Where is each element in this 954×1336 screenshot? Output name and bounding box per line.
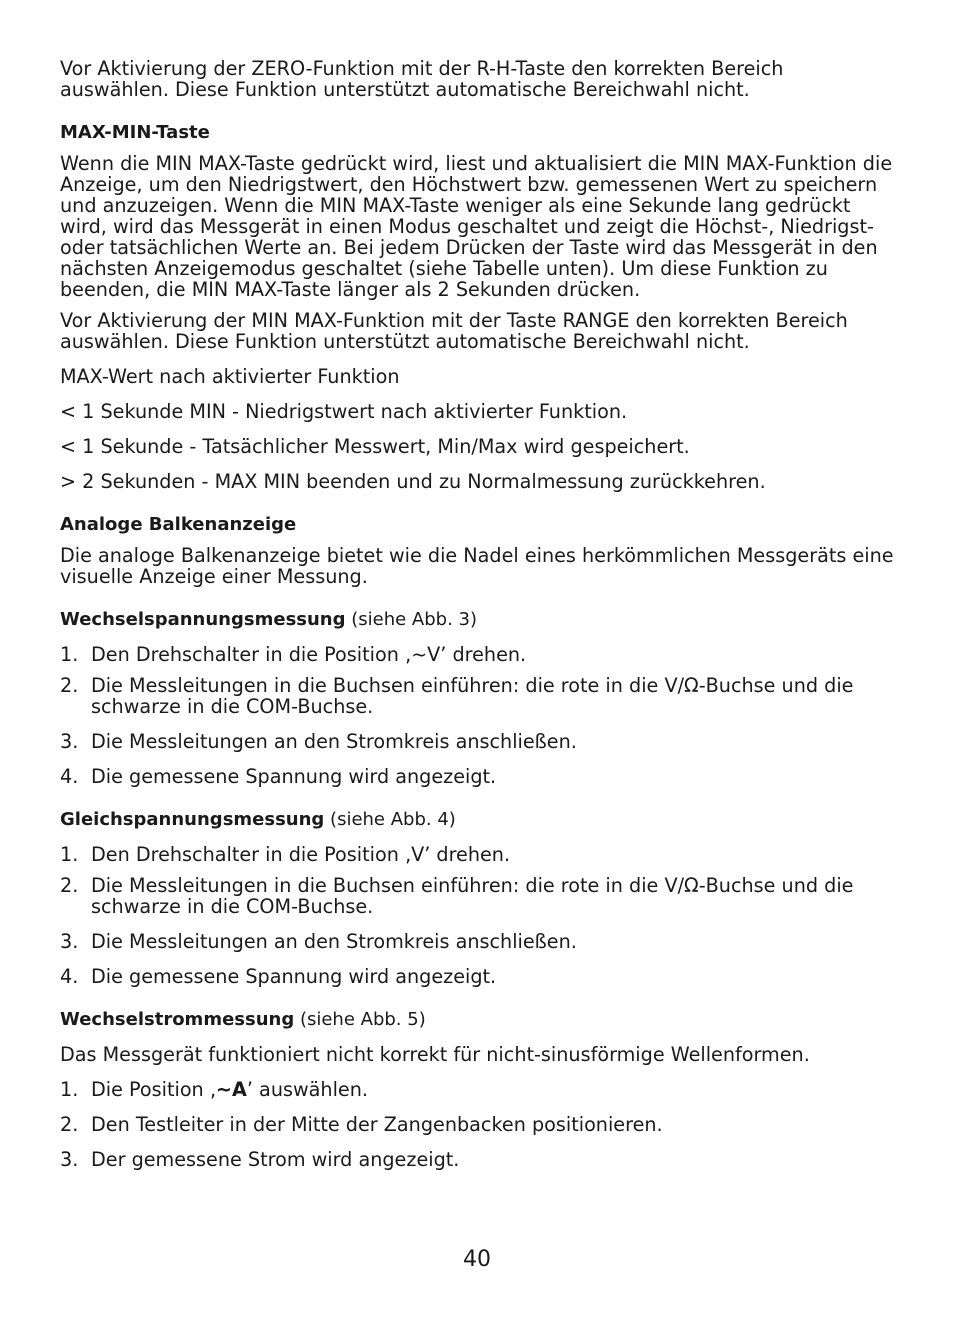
list-item [60,875,896,917]
maxmin-heading: MAX-MIN-Taste [60,122,210,143]
list-item [60,966,896,987]
step-number: 1. [60,643,79,666]
ac-current-heading [60,1009,896,1030]
list-item [60,1114,896,1135]
step-text-bold: ~A [215,1078,247,1101]
step-number: 2. [60,1113,79,1136]
step-number: 3. [60,730,79,753]
ac-current-ref: (siehe Abb. 5) [294,1009,426,1030]
maxmin-line-1: MAX-Wert nach aktivierter Funktion [60,365,400,388]
maxmin-paragraph-1: Wenn die MIN MAX-Taste gedrückt wird, liest und aktualisiert die MIN MAX-Funktion die Anzeige, um den Niedrigstwert, den Höchstwert bzw. gemessenen Wert zu speichern und anzuzeigen. Wenn die MIN MAX-Taste weniger als eine Sekunde lang gedrückt wird, wird das Messgerät in einen Modus geschaltet und zeigt die Höchst-, Niedrigst- oder tatsächlichen Werte an. Bei jedem Drücken der Taste wird das Messgerät in den nächsten Anzeigemodus geschaltet (siehe Tabelle unten). Um diese Funktion zu beenden, die MIN MAX-Taste länger als 2 Sekunden drücken. [60,152,893,301]
list-item [60,1079,896,1100]
dc-voltage-steps [60,844,896,987]
step-text: Der gemessene Strom wird angezeigt. [91,1148,460,1171]
step-text: Die gemessene Spannung wird angezeigt. [91,765,497,788]
ac-voltage-title: Wechselspannungsmessung [60,609,346,630]
list-item [60,644,896,665]
bar-graph-paragraph: Die analoge Balkenanzeige bietet wie die Nadel eines herkömmlichen Messgeräts eine visuelle Anzeige einer Messung. [60,544,894,588]
step-text: Die Messleitungen an den Stromkreis anschließen. [91,930,577,953]
step-text: Den Drehschalter in die Position ‚V’ drehen. [91,843,511,866]
step-text: Den Drehschalter in die Position ‚~V’ drehen. [91,643,527,666]
page-number: 40 [463,1247,491,1272]
maxmin-line-3: < 1 Sekunde - Tatsächlicher Messwert, Min/Max wird gespeichert. [60,435,690,458]
dc-voltage-heading [60,809,896,830]
dc-voltage-ref: (siehe Abb. 4) [324,809,456,830]
ac-current-note: Das Messgerät funktioniert nicht korrekt für nicht-sinusförmige Wellenformen. [60,1043,810,1066]
ac-voltage-heading [60,609,896,630]
step-number: 2. [60,874,79,897]
step-text-post: ’ auswählen. [246,1078,368,1101]
step-text-pre: Die Position ‚ [91,1078,216,1101]
step-text: Die Messleitungen in die Buchsen einführen: die rote in die V/Ω-Buchse und die schwarze in die COM-Buchse. [91,674,854,718]
step-number: 3. [60,1148,79,1171]
ac-current-steps [60,1079,896,1170]
list-item [60,766,896,787]
step-number: 4. [60,965,79,988]
step-text: Die gemessene Spannung wird angezeigt. [91,965,497,988]
step-number: 1. [60,843,79,866]
step-text: Die Messleitungen an den Stromkreis anschließen. [91,730,577,753]
step-number: 4. [60,765,79,788]
step-number: 1. [60,1078,79,1101]
maxmin-line-2: < 1 Sekunde MIN - Niedrigstwert nach aktivierter Funktion. [60,400,628,423]
page-content [60,58,896,1170]
step-text [91,1079,896,1100]
ac-voltage-ref: (siehe Abb. 3) [345,609,477,630]
maxmin-paragraph-2: Vor Aktivierung der MIN MAX-Funktion mit der Taste RANGE den korrekten Bereich auswählen. Diese Funktion unterstützt automatische Bereichwahl nicht. [60,309,848,353]
bar-graph-heading: Analoge Balkenanzeige [60,514,297,535]
list-item [60,1149,896,1170]
step-number: 3. [60,930,79,953]
maxmin-line-4: > 2 Sekunden - MAX MIN beenden und zu Normalmessung zurückkehren. [60,470,766,493]
step-text: Die Messleitungen in die Buchsen einführen: die rote in die V/Ω-Buchse und die schwarze in die COM-Buchse. [91,874,854,918]
list-item [60,931,896,952]
intro-zero-paragraph: Vor Aktivierung der ZERO-Funktion mit der R-H-Taste den korrekten Bereich auswählen. Diese Funktion unterstützt automatische Bereichwahl nicht. [60,57,784,101]
ac-voltage-steps [60,644,896,787]
step-text: Den Testleiter in der Mitte der Zangenbacken positionieren. [91,1113,663,1136]
dc-voltage-title: Gleichspannungsmessung [60,809,325,830]
step-number: 2. [60,674,79,697]
ac-current-title: Wechselstrommessung [60,1009,295,1030]
list-item [60,844,896,865]
list-item [60,675,896,717]
list-item [60,731,896,752]
